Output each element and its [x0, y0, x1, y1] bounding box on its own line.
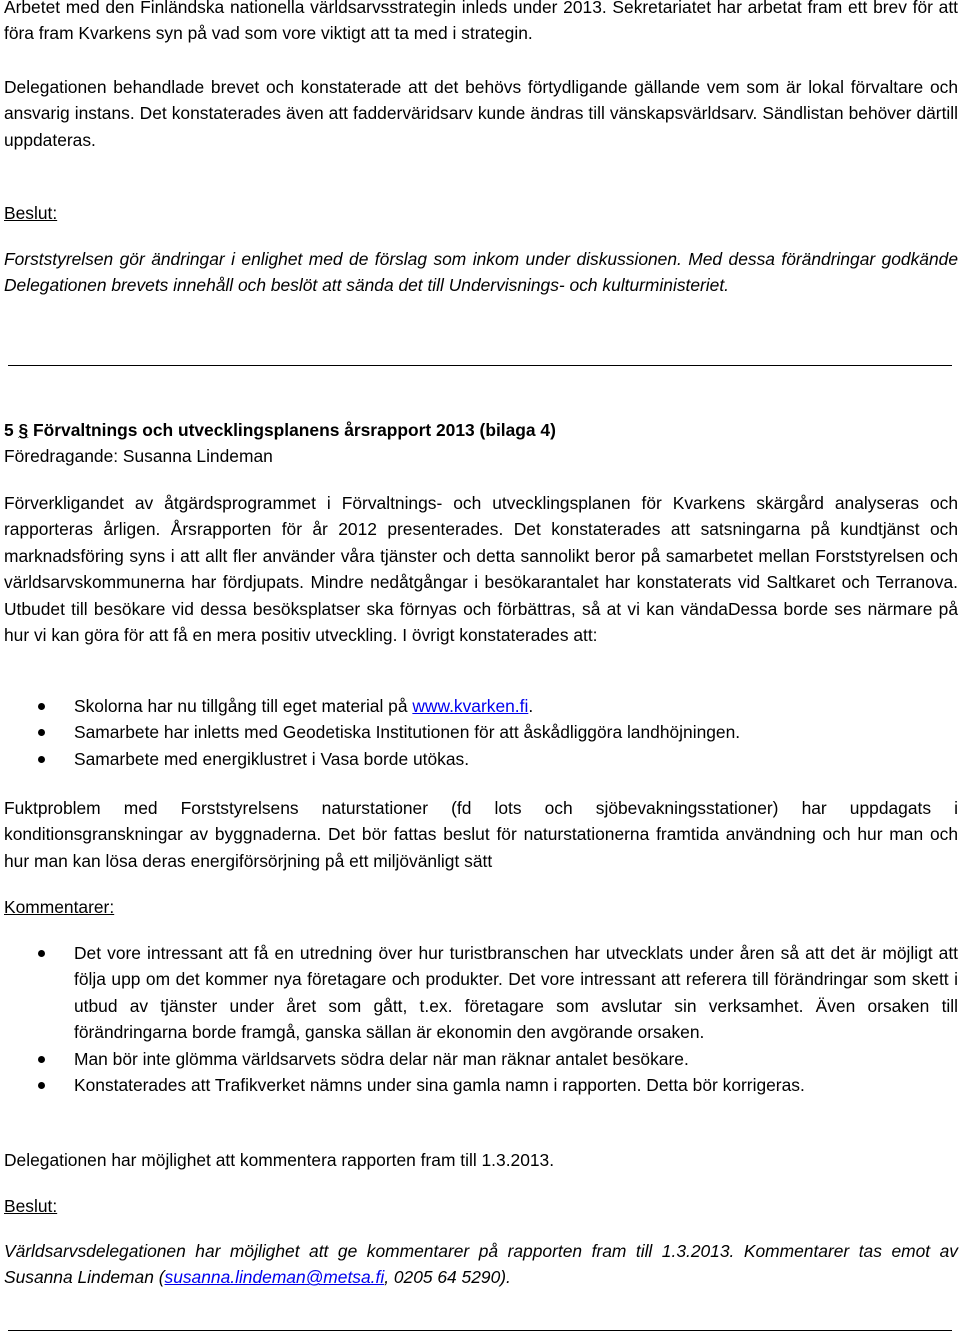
section-title: Förvaltnings och utvecklingsplanens årsrapport 2013 (bilaga 4) [33, 420, 556, 440]
kvarken-link[interactable]: www.kvarken.fi [412, 696, 529, 716]
bullet-icon [38, 950, 45, 957]
presenter-line: Föredragande: Susanna Lindeman [4, 446, 273, 466]
fukt-paragraph: Fuktproblem med Forststyrelsens naturstationer (fd lots och sjöbevakningsstationer) har uppdagats i konditionsgranskningar av byggnaderna. Det bör fattas beslut för naturstationerna framtida användning och hur man och hur man kan lösa deras energiförsörjning på ett miljövänligt sätt [4, 798, 958, 871]
email-link[interactable]: susanna.lindeman@metsa.fi [164, 1267, 385, 1288]
list-item: Samarbete har inletts med Geodetiska Institutionen för att åskådliggöra landhöjningen. [4, 719, 958, 745]
beslut-text-2: Världsarvsdelegationen har möjlighet att ge kommentarer på rapporten fram till 1.3.2013. Kommentarer tas emot av Susanna Lindeman (susanna.lindeman@metsa.fi, 0205 64 5290). [4, 1241, 958, 1288]
list-item: Konstaterades att Trafikverket nämns under sina gamla namn i rapporten. Detta bör korrigeras. [4, 1072, 958, 1098]
beslut-text-1: Forststyrelsen gör ändringar i enlighet med de förslag som inkom under diskussionen. Med dessa förändringar godkände Delegationen brevets innehåll och beslöt att sända det till Undervisnings- och kulturministeriet. [4, 249, 958, 296]
list-item: Man bör inte glömma världsarvets södra delar när man räknar antalet besökare. [4, 1046, 958, 1072]
intro-paragraph-2: Delegationen behandlade brevet och konstaterade att det behövs förtydligande gällande vem som är lokal förvaltare och ansvarig instans. Det konstaterades även att fadderväridsarv kunde ändras till vänskapsvärldsarv. Sändlistan behöver därtill uppdateras. [4, 77, 958, 150]
list-item: Det vore intressant att få en utredning över hur turistbranschen har utvecklats under åren så att det är möjligt att följa upp om det kommer nya företagare och produkter. Det vore intressant att referera till förändringar som skett i utbud av tjänster under året som gått, t.ex. företagare som avslutar sin verksamhet. Även orsaken till förändringarna borde framgå, ganska sällan är ekonomin den avgörande orsaken. [4, 940, 958, 1046]
list-item: Skolorna har nu tillgång till eget material på www.kvarken.fi. [4, 693, 958, 719]
intro-paragraph-1: Arbetet med den Finländska nationella världsarvsstrategin inleds under 2013. Sekretariatet har arbetat fram ett brev för att föra fram Kvarkens syn på vad som vore viktigt att ta med i strategin. [4, 0, 958, 44]
beslut-label-1: Beslut: [4, 203, 58, 223]
bullet-list-1 [4, 693, 958, 772]
section-number: 5 [4, 420, 14, 440]
delegation-note: Delegationen har möjlighet att kommentera rapporten fram till 1.3.2013. [4, 1150, 555, 1170]
bullet-icon [38, 1056, 45, 1063]
section-sign: § [18, 420, 29, 440]
bullet-icon [38, 756, 45, 763]
beslut-label-2: Beslut: [4, 1196, 58, 1216]
section-5-heading [4, 417, 958, 443]
section-5-intro: Förverkligandet av åtgärdsprogrammet i Förvaltnings- och utvecklingsplanen för Kvarkens skärgård analyseras och rapporteras årligen. Årsrapporten för år 2012 presenterades. Det konstaterades att satsningarna på kundtjänst och marknadsföring syns i att allt fler använder våra tjänster och detta sannolikt beror på samarbetet mellan Forststyrelsen och världsarvskommunerna har fördjupats. Mindre nedåtgångar i besökarantalet har konstaterats vid Saltkaret och Terranova. Utbudet till besökare vid dessa besöksplatser ska förnyas och förbättras, så at vi kan vändaDessa borde ses närmare på hur vi kan göra för att få en mera positiv utveckling. I övrigt konstaterades att: [4, 493, 958, 646]
separator-line-1 [8, 365, 952, 366]
bullet-icon [38, 729, 45, 736]
bullet-list-2 [4, 940, 958, 1098]
bullet-icon [38, 1082, 45, 1089]
kommentarer-label: Kommentarer: [4, 897, 115, 917]
bullet-icon [38, 703, 45, 710]
list-item: Samarbete med energiklustret i Vasa borde utökas. [4, 746, 958, 772]
separator-line-2 [8, 1330, 952, 1331]
